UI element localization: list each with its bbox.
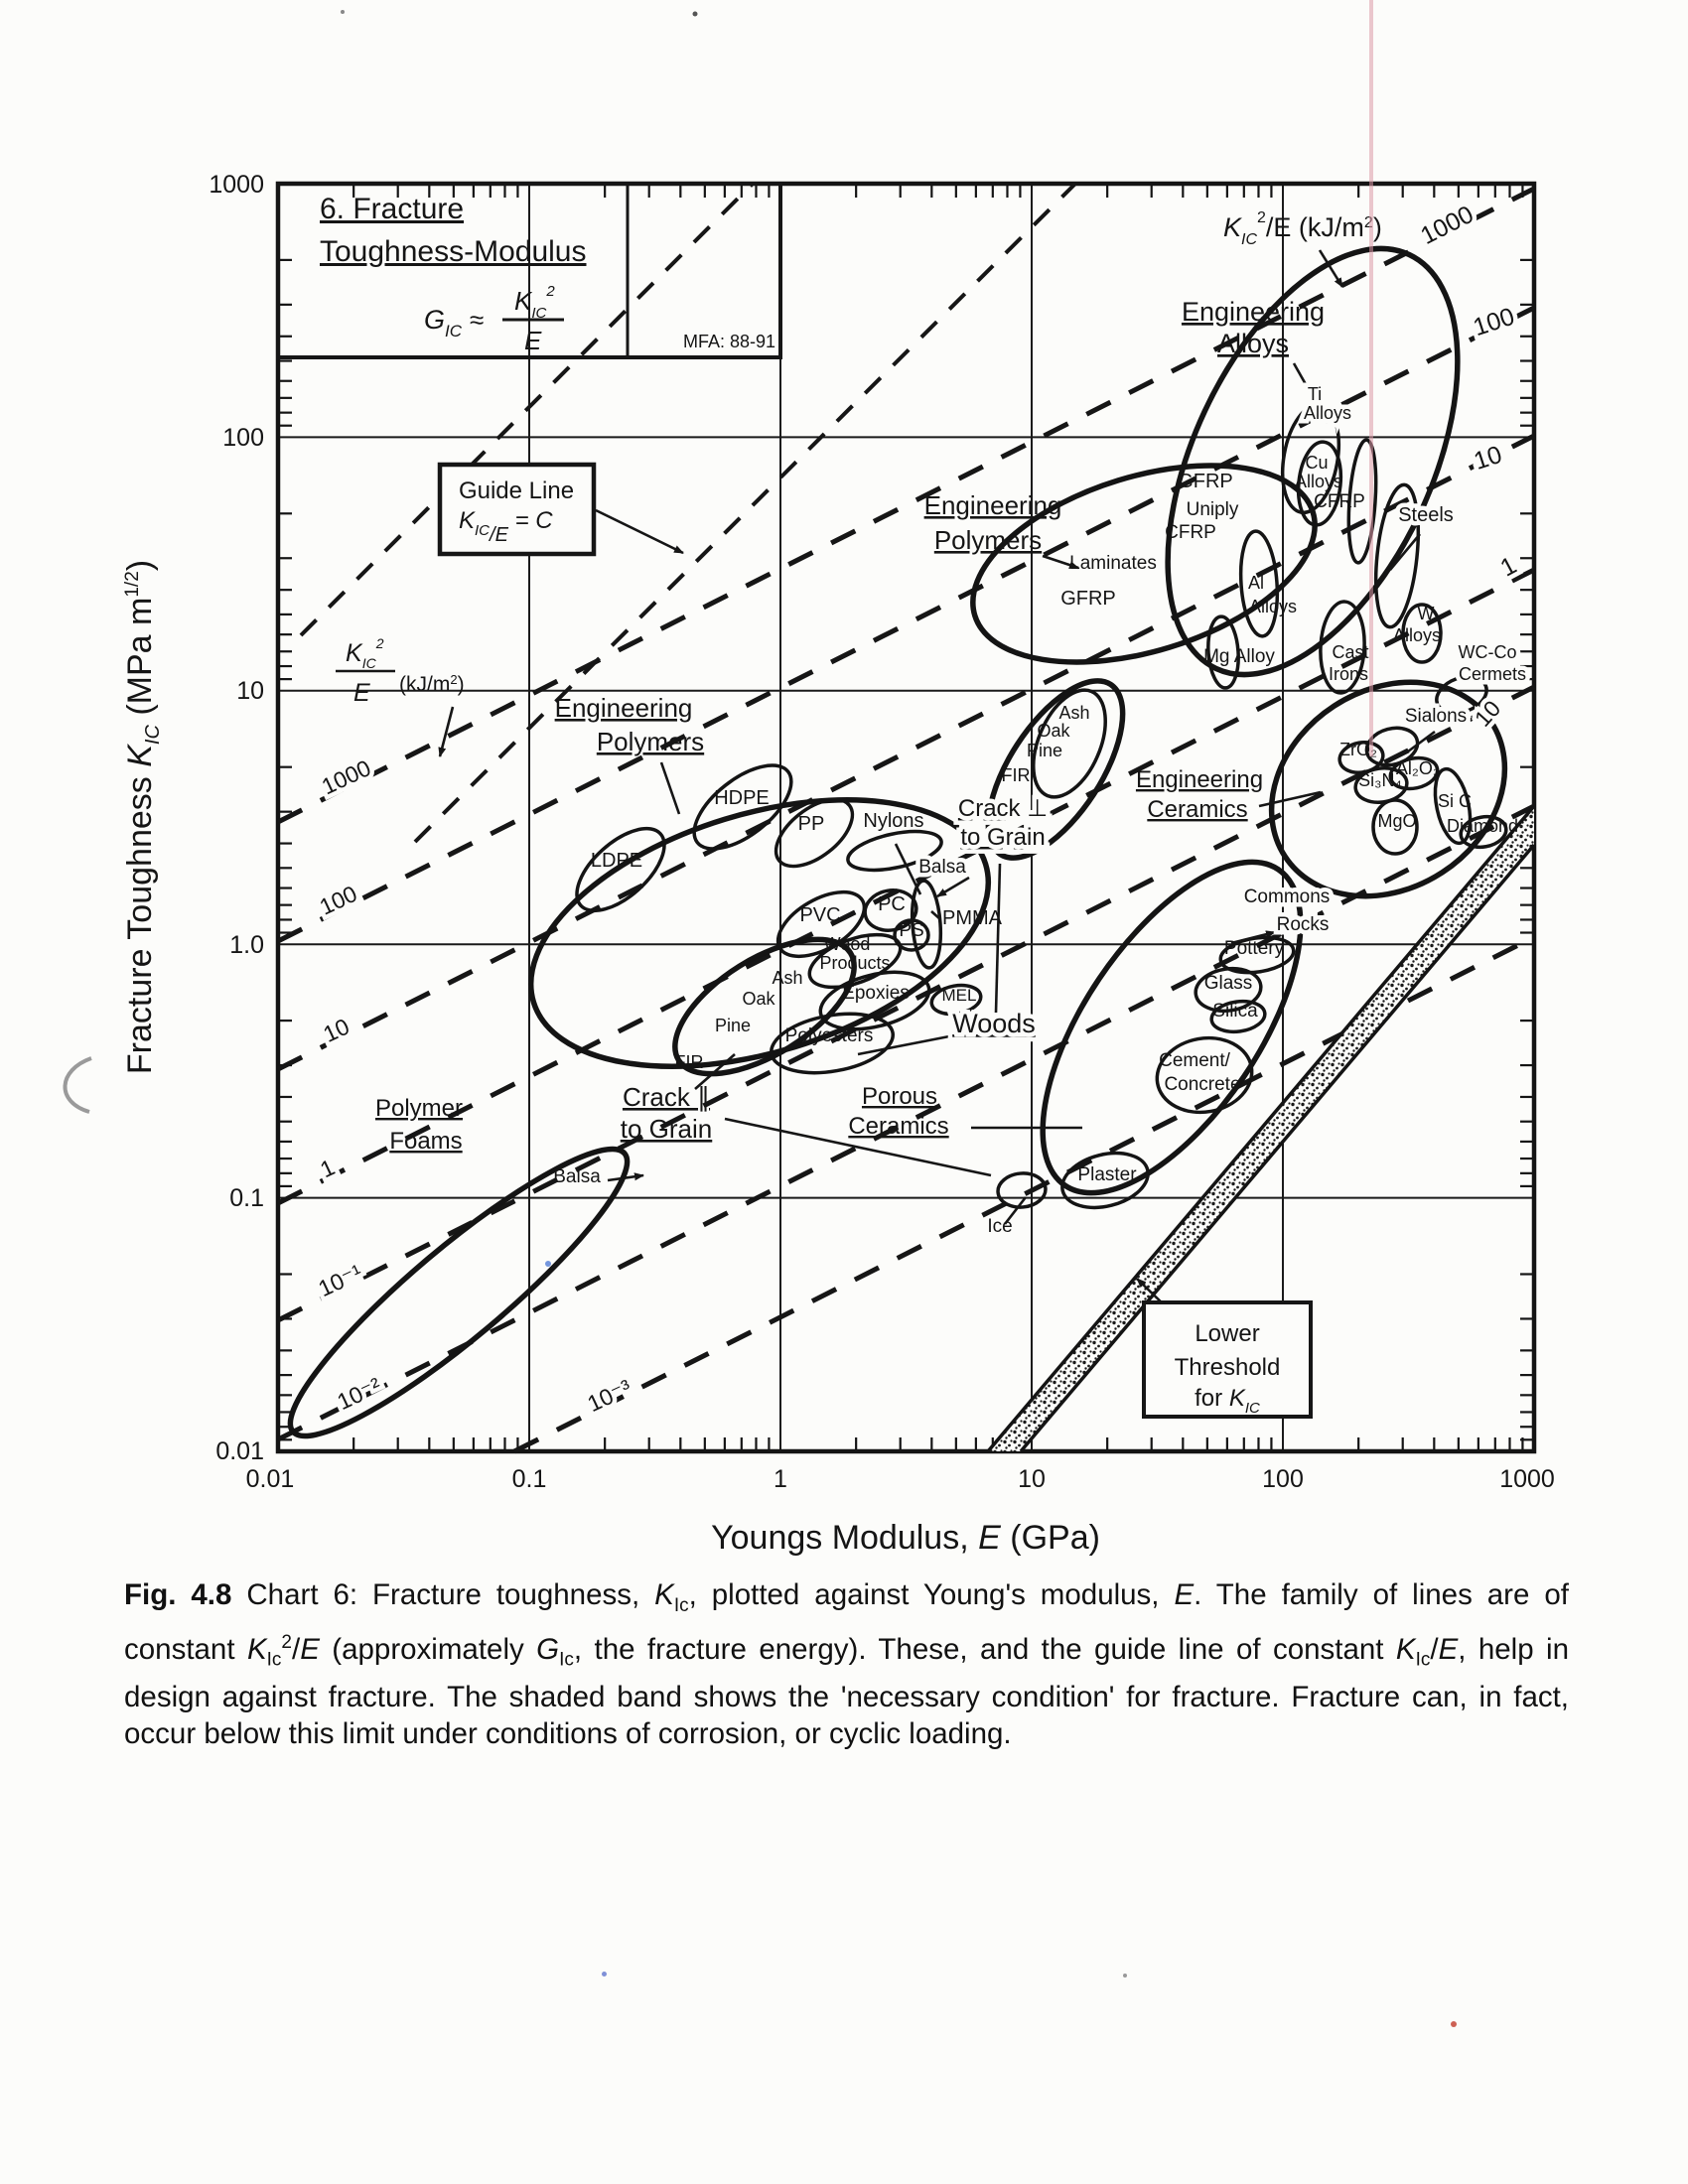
caption-run: /: [291, 1632, 301, 1666]
caption-run: (approximately: [319, 1632, 537, 1666]
label-oak-lower: Oak: [742, 989, 775, 1009]
caption-run: 2: [281, 1631, 292, 1653]
leader-balsa-upper: [937, 878, 969, 896]
caption-run: E: [1438, 1632, 1459, 1666]
label-cast-irons-2: Irons: [1328, 664, 1369, 684]
label-sic: Si C: [1437, 791, 1473, 811]
label-wc-co-1: WC-Co: [1458, 642, 1517, 662]
label-pc: PC: [878, 893, 906, 915]
label-ice: Ice: [987, 1216, 1013, 1237]
kic2e-family-label-top: $K_{IC}^2/E$ $(kJ/m^2)$: [1223, 209, 1382, 248]
label-gfrp-upper: GFRP: [1178, 471, 1233, 492]
label-pp: PP: [797, 813, 825, 835]
kic2e-family-label-left: [336, 635, 465, 707]
caption-run: /: [1430, 1632, 1439, 1666]
x-tick-10: 10: [1018, 1465, 1046, 1493]
y-tick-100: 100: [222, 424, 264, 452]
scan-speck-blue: [545, 1261, 551, 1267]
group-porous-ceramics-1: Porous: [861, 1083, 938, 1110]
label-epoxies: Epoxies: [842, 983, 910, 1004]
group-crack-perp-2: to Grain: [960, 824, 1046, 851]
y-axis-title: Fracture Toughness $K_{IC}$ (MPa $m^{1/2}$): [121, 559, 164, 1075]
lower-threshold-box: [1144, 1302, 1311, 1417]
label-wc-co-2: Cermets: [1458, 664, 1527, 684]
group-crack-para-1: Crack ∥: [622, 1082, 711, 1112]
caption-run: Chart 6: Fracture toughness,: [246, 1578, 655, 1611]
x-tick-0.1: 0.1: [511, 1465, 547, 1493]
caption-run: K: [246, 1632, 267, 1666]
label-diamond: Diamond: [1446, 816, 1519, 836]
contour-right-0.1: 10: [1469, 695, 1506, 732]
label-pine-upper: Pine: [1026, 741, 1063, 760]
label-wood-products-1: Wood: [823, 934, 871, 954]
scan-speck: [341, 10, 345, 14]
scan-speck-red: [1451, 2021, 1457, 2027]
contour-left-0.001: 10⁻³: [583, 1374, 635, 1418]
caption-run: Ic: [673, 1594, 689, 1616]
contour-right-100: 100: [1470, 302, 1518, 342]
label-mel: MEL: [941, 986, 977, 1005]
group-crack-para-2: to Grain: [620, 1114, 713, 1144]
label-ldpe: LDPE: [590, 850, 643, 872]
threshold-line2: Threshold: [1174, 1354, 1281, 1381]
group-eng-ceramics-1: Engineering: [1135, 766, 1264, 793]
label-concrete: Concrete: [1164, 1074, 1241, 1095]
group-crack-perp-1: Crack ⊥: [957, 795, 1049, 822]
label-mgo: MgO: [1377, 811, 1417, 831]
contour-right-10: 10: [1470, 440, 1506, 477]
group-polymer-foams-2: Foams: [389, 1128, 463, 1155]
leader-guide-box: [596, 510, 683, 553]
kic2e-left-num: $K_{IC}^2$: [346, 635, 384, 671]
group-porous-ceramics-2: Ceramics: [848, 1113, 949, 1140]
label-mg-alloy: Mg Alloy: [1203, 646, 1275, 667]
caption-run: , plotted against Young's modulus,: [688, 1578, 1175, 1611]
caption-run: K: [1395, 1632, 1416, 1666]
label-cement: Cement/: [1159, 1050, 1230, 1071]
caption-run: Ic: [266, 1649, 282, 1671]
label-pottery: Pottery: [1223, 938, 1285, 959]
scan-speck-blue-2: [602, 1972, 607, 1977]
x-axis-title: Youngs Modulus, E (GPa): [711, 1519, 1100, 1557]
threshold-line3: for $K_{IC}$: [1195, 1385, 1260, 1417]
contour-left-0.1: 10⁻¹: [314, 1259, 366, 1302]
contour-left-10: 10: [319, 1013, 353, 1047]
label-pmma: PMMA: [942, 907, 1002, 929]
group-woods: Woods: [952, 1009, 1036, 1038]
contour-left-100: 100: [315, 880, 361, 920]
axis-tick-labels: [209, 171, 1554, 1493]
y-tick-0.01: 0.01: [215, 1437, 264, 1465]
guide-box-label: Guide Line: [458, 478, 575, 504]
label-plaster: Plaster: [1077, 1164, 1137, 1185]
label-hdpe: HDPE: [714, 787, 770, 809]
x-tick-100: 100: [1262, 1465, 1304, 1493]
group-eng-polymers-up-2: Polymers: [933, 525, 1043, 555]
group-polymer-foams-1: Polymer: [374, 1095, 464, 1122]
label-cast-irons-1: Cast: [1332, 642, 1369, 662]
kic2e-left-den: E: [353, 679, 370, 707]
label-balsa-upper: Balsa: [918, 857, 966, 878]
caption-run: . The family of lines are of constant: [124, 1578, 1569, 1666]
label-pine-lower: Pine: [714, 1016, 752, 1035]
contour-right-1: 1: [1495, 551, 1521, 583]
label-al-2: Alloys: [1248, 597, 1298, 616]
label-uniply: Uniply: [1186, 499, 1239, 520]
chart-title-line1: 6. Fracture: [320, 193, 465, 225]
gic-formula-num: $K_{IC}^2$: [514, 283, 555, 322]
caption-run: G: [536, 1632, 560, 1666]
caption-run: E: [1174, 1578, 1195, 1611]
kic2e-left-units: $(kJ/m^2)$: [399, 672, 465, 696]
label-steels: Steels: [1398, 504, 1454, 526]
contour-right-1000: 1000: [1416, 200, 1478, 250]
label-oak-upper: Oak: [1037, 721, 1070, 741]
mfa-stamp: MFA: 88-91: [683, 332, 776, 351]
label-al-1: Al: [1247, 573, 1265, 593]
gic-formula-lhs: $G_{IC}$ ≈: [424, 305, 485, 341]
contour-left-1000: 1000: [317, 754, 375, 800]
figure-caption: [124, 1576, 1569, 1752]
label-cu-2: Alloys: [1294, 472, 1343, 491]
label-balsa-lower: Balsa: [553, 1166, 601, 1187]
group-eng-alloys-2: Alloys: [1216, 329, 1290, 358]
caption-run: Ic: [559, 1649, 574, 1671]
x-tick-1: 1: [774, 1465, 787, 1493]
scan-speck-gray: [1123, 1974, 1127, 1978]
label-cu-1: Cu: [1305, 453, 1329, 473]
label-nylons: Nylons: [863, 810, 924, 832]
caption-run: E: [300, 1632, 320, 1666]
y-tick-1000: 1000: [209, 171, 264, 199]
contour-left-1: 1: [316, 1154, 339, 1183]
group-eng-polymers-up-1: Engineering: [923, 490, 1062, 520]
label-gfrp-lower: GFRP: [1060, 588, 1116, 610]
leader-lines: [440, 250, 1435, 1308]
contour-left-0.01: 10⁻²: [333, 1372, 385, 1416]
threshold-line1: Lower: [1195, 1320, 1260, 1347]
leader-nylons: [896, 844, 920, 894]
caption-run: , the fracture energy). These, and the guide line of constant: [573, 1632, 1396, 1666]
paper-crease-mark: [65, 1058, 91, 1112]
label-al2o3: Al₂O₃: [1395, 758, 1441, 778]
gic-formula-den: E: [524, 326, 542, 355]
label-laminates: Laminates: [1069, 553, 1157, 574]
caption-run: , help in design against fracture. The shaded band shows the 'necessary condition' for fracture. Fracture can, in fact, occur below this limit under conditions of corrosion, or cyclic loading.: [124, 1632, 1570, 1750]
label-ti-2: Alloys: [1303, 403, 1352, 423]
group-eng-polymers-1: Engineering: [554, 693, 693, 723]
leader-eng-polymers-mid: [661, 762, 679, 814]
label-polyesters: Polyesters: [784, 1025, 874, 1046]
label-commons: Commons: [1243, 887, 1331, 907]
label-ps: PS: [899, 920, 924, 941]
label-wood-products-2: Products: [819, 953, 891, 973]
caption-run: Fig. 4.8: [124, 1578, 247, 1611]
caption-run: K: [654, 1578, 674, 1611]
label-ash-lower: Ash: [772, 968, 803, 988]
label-silica: Silica: [1212, 1001, 1258, 1022]
scan-speck: [693, 12, 698, 17]
group-eng-ceramics-2: Ceramics: [1147, 796, 1248, 823]
material-bubbles: [263, 205, 1545, 1467]
label-fir-lower: FIR: [674, 1052, 704, 1072]
label-fir-upper: FIR: [1001, 765, 1031, 785]
bubble-porous-ceramics: [993, 821, 1351, 1235]
guide-line-box: [440, 465, 594, 554]
y-tick-0.1: 0.1: [229, 1184, 264, 1212]
label-ash-upper: Ash: [1058, 703, 1090, 723]
label-cfrp-upper: CFRP: [1165, 522, 1216, 543]
label-zro2: ZrO₂: [1339, 740, 1377, 759]
leader-kic-family-left: [440, 707, 453, 756]
label-ti-1: Ti: [1307, 384, 1323, 404]
label-pvc: PVC: [799, 904, 841, 926]
x-tick-1000: 1000: [1499, 1465, 1555, 1493]
label-w-1: W: [1417, 604, 1435, 623]
group-eng-alloys-1: Engineering: [1181, 297, 1326, 327]
label-cfrp-mid: CFRP: [1314, 491, 1365, 512]
x-tick-0.01: 0.01: [245, 1465, 295, 1493]
guide-box-formula: $K_{IC/E} = C$: [459, 507, 553, 546]
y-tick-10: 10: [236, 677, 264, 705]
label-glass: Glass: [1203, 973, 1253, 994]
label-w-2: Alloys: [1392, 625, 1442, 645]
label-rocks: Rocks: [1276, 914, 1330, 935]
y-tick-1.0: 1.0: [229, 931, 264, 959]
label-sialons: Sialons: [1404, 706, 1468, 727]
caption-run: Ic: [1415, 1649, 1431, 1671]
label-si3n4: Si₃N₄: [1358, 770, 1402, 790]
group-eng-polymers-2: Polymers: [596, 727, 705, 756]
chart-title-line2: Toughness-Modulus: [320, 235, 587, 268]
leader-woods-upper: [996, 864, 1000, 1013]
